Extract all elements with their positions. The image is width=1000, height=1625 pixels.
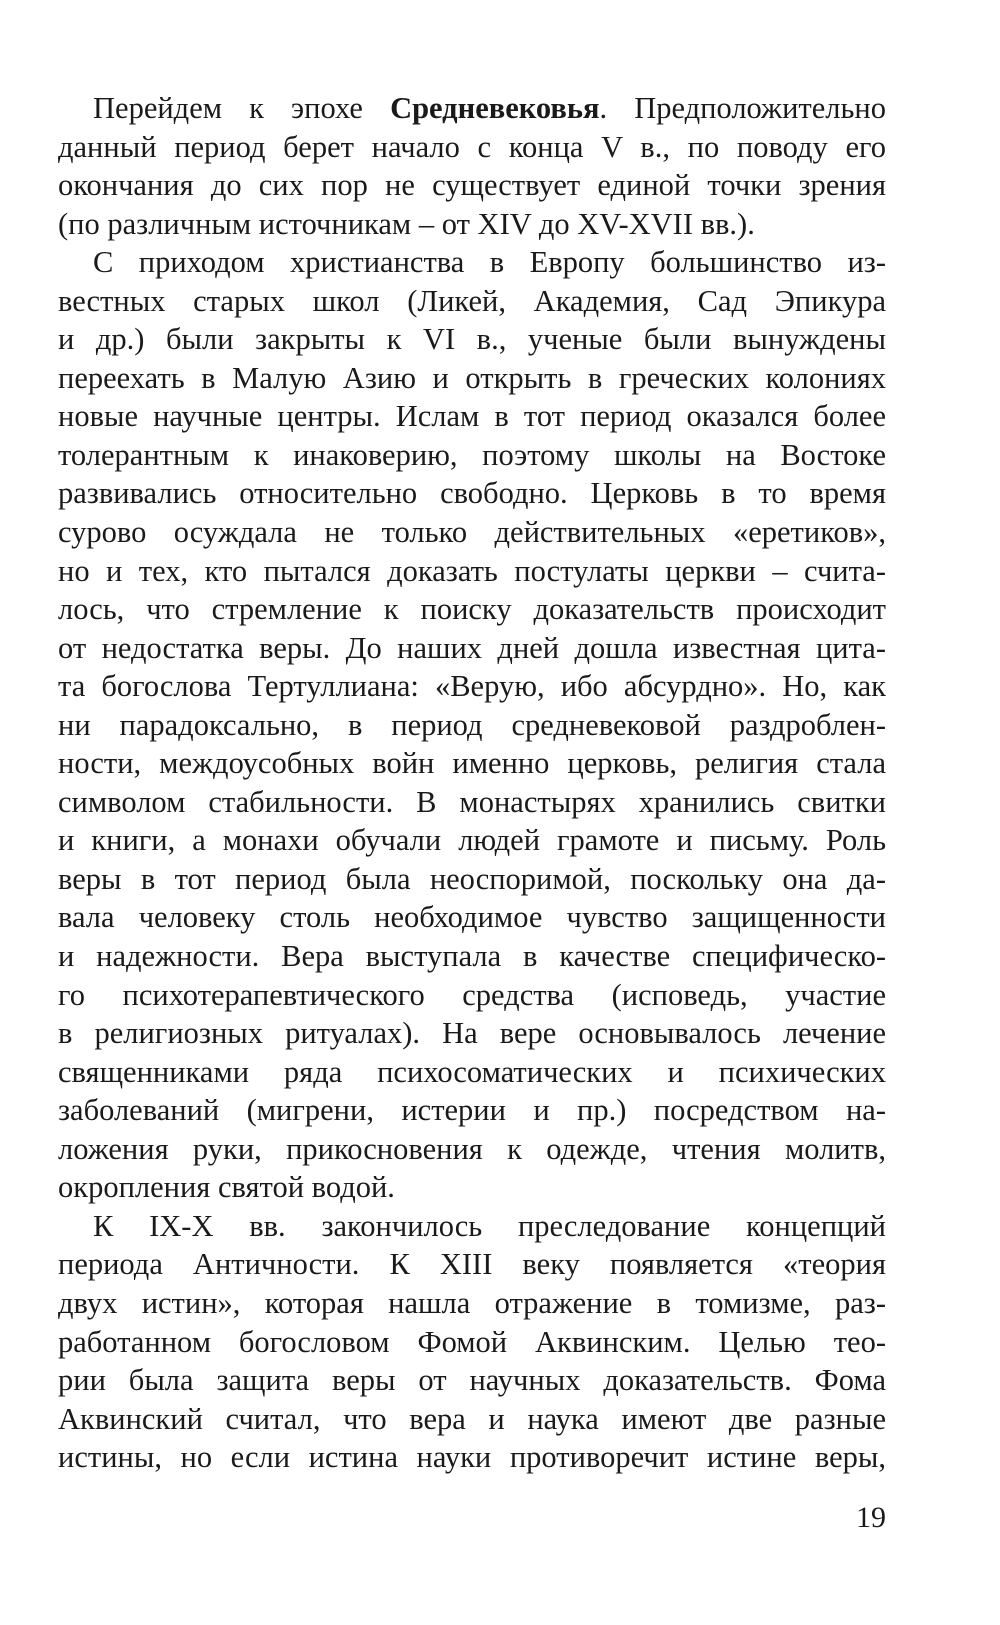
text-line: священниками ряда психосоматических и психических xyxy=(58,1054,886,1089)
text-line: К IX-X вв. закончилось преследование концепций xyxy=(93,1208,886,1243)
text-line: Аквинский считал, что вера и наука имеют две разные xyxy=(58,1401,886,1436)
text-line: данный период берет начало с конца V в., по поводу его xyxy=(58,129,886,164)
text-line: переехать в Малую Азию и открыть в греческих колониях xyxy=(58,360,886,395)
text-line: развивались относительно свободно. Церковь в то время xyxy=(58,476,886,511)
text-line: от недостатка веры. До наших дней дошла известная цита- xyxy=(58,630,886,665)
text-line: ложения руки, прикосновения к одежде, чтения молитв, xyxy=(58,1131,886,1166)
text-line: окончания до сих пор не существует единой точки зрения xyxy=(58,168,886,203)
text-line: сурово осуждала не только действительных «еретиков», xyxy=(58,515,886,550)
text-line: (по различным источникам – от XIV до XV-XVII вв.). xyxy=(58,206,755,241)
text-line: толерантным к инаковерию, поэтому школы на Востоке xyxy=(58,437,886,472)
text-line xyxy=(58,89,886,128)
text-line: истины, но если истина науки противоречит истине веры, xyxy=(58,1440,886,1475)
text-line: ни парадоксально, в период средневековой раздроблен- xyxy=(58,707,886,742)
text-line: и др.) были закрыты к VI в., ученые были вынуждены xyxy=(58,322,886,357)
text-line: го психотерапевтического средства (исповедь, участие xyxy=(58,977,886,1012)
text-line: та богослова Тертуллиана: «Верую, ибо абсурдно». Но, как xyxy=(58,669,886,704)
text-line: ности, междоусобных войн именно церковь, религия стала xyxy=(58,746,886,781)
text-line: заболеваний (мигрени, истерии и пр.) посредством на- xyxy=(58,1093,886,1128)
bold-term: Средневековья xyxy=(390,91,600,125)
text-line: в религиозных ритуалах). На вере основывалось лечение xyxy=(58,1016,886,1051)
text-line: и книги, а монахи обучали людей грамоте и письму. Роль xyxy=(58,823,886,858)
text-run: Перейдем к эпохе xyxy=(93,91,391,125)
text-line: лось, что стремление к поиску доказательств происходит xyxy=(58,592,886,627)
text-line: периода Античности. К XIII веку появляется «теория xyxy=(58,1247,886,1282)
text-line: и надежности. Вера выступала в качестве специфическо- xyxy=(58,939,886,974)
page-number: 19 xyxy=(856,1501,886,1534)
text-line: рии была защита веры от научных доказательств. Фома xyxy=(58,1363,886,1398)
text-line: веры в тот период была неоспоримой, поскольку она да- xyxy=(58,861,886,896)
text-line: символом стабильности. В монастырях хранились свитки xyxy=(58,784,886,819)
text-line: но и тех, кто пытался доказать постулаты церкви – счита- xyxy=(58,553,886,588)
text-line: вала человеку столь необходимое чувство защищенности xyxy=(58,900,886,935)
text-line: двух истин», которая нашла отражение в томизме, раз- xyxy=(58,1285,886,1320)
text-run: . Предположительно xyxy=(599,91,886,125)
text-line: вестных старых школ (Ликей, Академия, Сад Эпикура xyxy=(58,283,886,318)
text-line: новые научные центры. Ислам в тот период оказался более xyxy=(58,399,886,434)
text-line: работанном богословом Фомой Аквинским. Целью тео- xyxy=(58,1324,886,1359)
text-line: окропления святой водой. xyxy=(58,1170,395,1205)
body-text xyxy=(58,89,886,1477)
text-line: С приходом христианства в Европу большинство из- xyxy=(93,245,886,280)
